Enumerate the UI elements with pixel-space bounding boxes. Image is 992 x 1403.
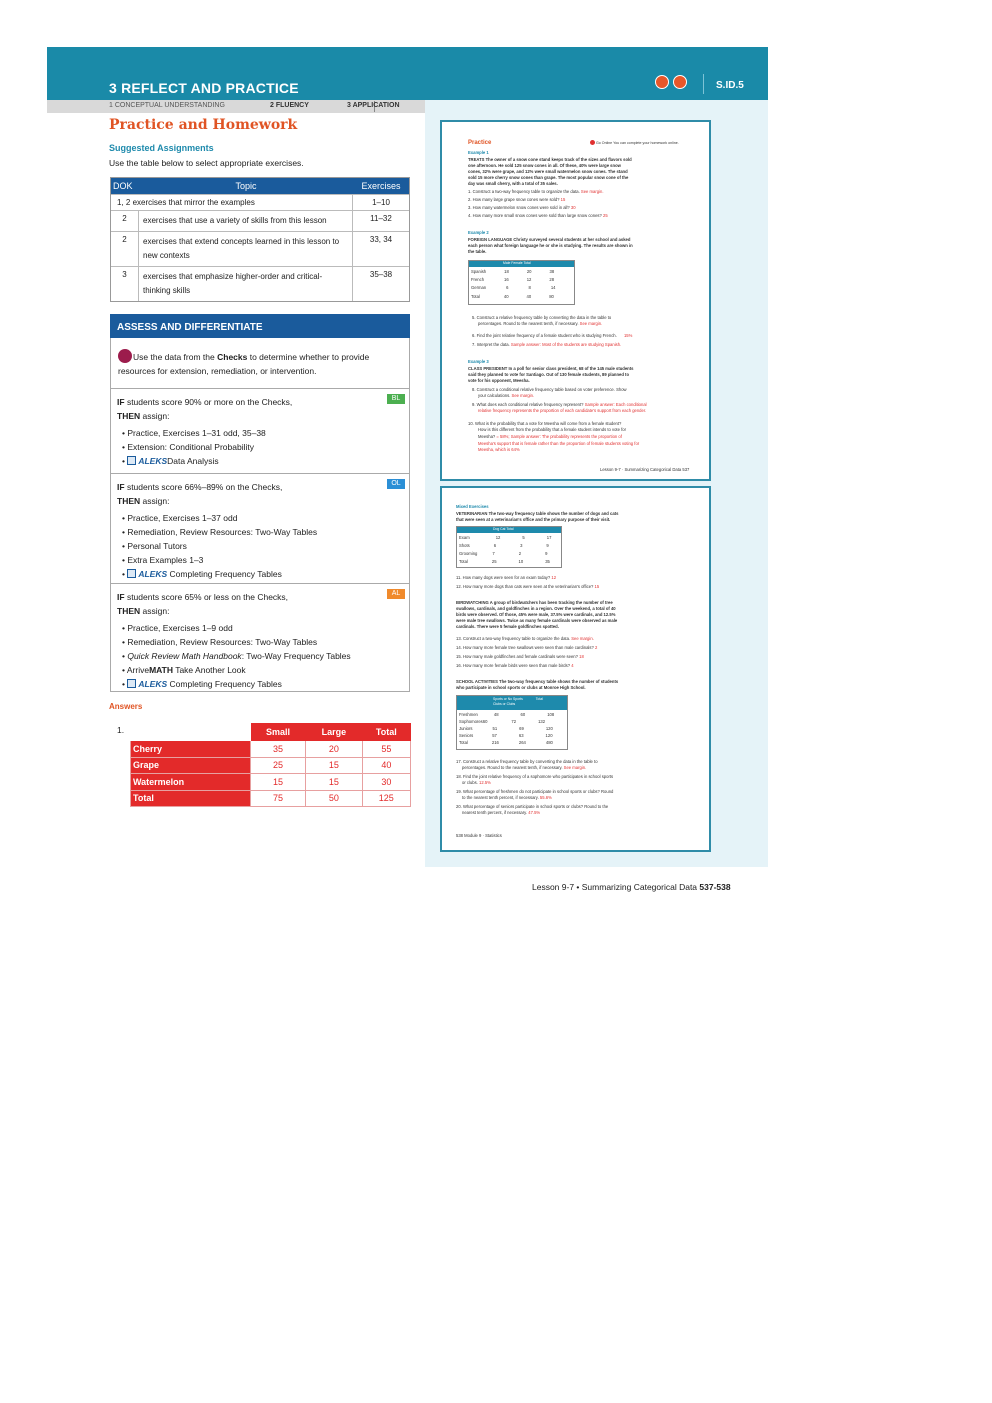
mini-row xyxy=(459,719,545,724)
mini-cell: 80 xyxy=(549,294,554,299)
table-cell: 15 xyxy=(306,774,362,791)
then-word: THEN xyxy=(117,606,141,616)
mini-cell: 57 xyxy=(492,733,497,738)
mini-cell: 6 xyxy=(493,543,497,548)
exercise-answer: 15% xyxy=(623,333,633,338)
aleks-icon xyxy=(127,569,136,578)
example-text: vote for his opponent, Meesha. xyxy=(468,378,530,383)
mini-head-cell: Sports or No Sports xyxy=(493,697,523,701)
exercise-text: 9. What does each conditional relative frequency represent? xyxy=(472,402,584,407)
exercise-answer: 18 xyxy=(579,654,584,659)
tier-list xyxy=(110,511,410,581)
example-text: SCHOOL ACTIVITIES The two-way frequency table shows the number of students xyxy=(456,679,619,684)
example-text: BIRDWATCHING A group of birdwatchers has been tracking the number of tree xyxy=(456,600,613,605)
mini-cell: 6 xyxy=(506,285,509,290)
tier-bl xyxy=(110,388,410,473)
table-row xyxy=(131,774,411,791)
table-row xyxy=(111,231,409,266)
exercise-text: How is this different from the probability that a female student intends to vote for xyxy=(478,427,626,432)
exercise xyxy=(462,810,540,815)
page-title: 3 REFLECT AND PRACTICE xyxy=(109,80,299,96)
exercise-text: 11. How many dogs were seen for an exam today? xyxy=(456,575,551,580)
mini-cell: 18 xyxy=(504,269,509,274)
standard-code: S.ID.5 xyxy=(716,80,744,91)
mini-cell: 20 xyxy=(526,269,532,274)
mini-head-cell: Clubs or Clubs xyxy=(493,702,516,706)
assess-intro xyxy=(118,349,403,378)
table-row xyxy=(131,790,411,807)
exercise-text: 2. How many large grape snow cones were sold? xyxy=(468,197,560,202)
mini-cell: 48 xyxy=(493,712,499,717)
mini-row xyxy=(459,733,553,738)
section-title: Practice and Homework xyxy=(109,117,298,133)
exercise xyxy=(462,780,491,785)
tier-condition xyxy=(110,389,410,423)
exercises-cell: 33, 34 xyxy=(369,235,393,244)
exercise-answer: 47.5% xyxy=(528,810,541,815)
table-cell: 25 xyxy=(250,757,305,774)
exercise-text: 17. Construct a relative frequency table by converting the data in the table to xyxy=(456,759,598,764)
exercise-answer: 15 xyxy=(594,584,600,589)
mini-cell: 72 xyxy=(511,719,517,724)
exercise-text: 18. Find the joint relative frequency of a sophomore who participates in school sports xyxy=(456,774,614,779)
exercise-text: 19. What percentage of freshmen do not participate in school sports or clubs? Round xyxy=(456,789,614,794)
mini-head-cell: Total xyxy=(535,697,543,701)
footer-title: • Summarizing Categorical Data xyxy=(574,882,700,892)
list-item xyxy=(122,663,410,677)
aleks-logo: ALEKS xyxy=(138,679,168,689)
table-cell: 50 xyxy=(306,790,362,807)
mini-cell: 8 xyxy=(528,285,531,290)
if-word: IF xyxy=(117,592,125,602)
mini-cell: 69 xyxy=(519,726,524,731)
exercise-text: 20. What percentage of seniors participate in school sports or clubs? Round to the xyxy=(456,804,609,809)
list-item: • Extension: Conditional Probability xyxy=(122,440,410,454)
col-total: Total xyxy=(362,724,410,741)
exercise-answer: Sample answer: Most of the students are studying Spanish. xyxy=(510,342,622,347)
mini-cell: Grooming xyxy=(459,551,478,556)
exercise xyxy=(472,342,621,347)
mini-cell: 40 xyxy=(526,294,532,299)
student-page-538 xyxy=(440,486,711,852)
exercise-text: 1. Construct a two-way frequency table to organize the data. xyxy=(468,189,580,194)
answer-number: 1. xyxy=(117,725,125,735)
example-text: birds were observed. Of those, 45% were male, 37.5% were cardinals, and 12.5% xyxy=(456,612,616,617)
example-text: CLASS PRESIDENT In a poll for senior class president, 68 of the 145 male students xyxy=(468,366,634,371)
list-item: • Remediation, Review Resources: Two-Way Tables xyxy=(122,525,410,539)
mini-cell: German xyxy=(471,285,487,290)
exercises-cell: 1–10 xyxy=(372,198,390,207)
footer-lesson: Lesson 9-7 xyxy=(532,882,575,892)
exercise xyxy=(456,575,556,580)
go-online-text: Go Online You can complete your homework online. xyxy=(596,141,679,145)
col-exercises: Exercises xyxy=(361,181,401,191)
list-item: • Personal Tutors xyxy=(122,539,410,553)
badge-ol: OL xyxy=(387,479,405,489)
aleks-label: Data Analysis xyxy=(167,456,219,466)
row-label: Total xyxy=(131,790,251,807)
assign-word: assign: xyxy=(142,606,170,616)
exercise-text: 8. Construct a conditional relative frequency table based on voter preference. Show xyxy=(472,387,627,392)
mini-cell: Total xyxy=(471,294,480,299)
tier-ol xyxy=(110,473,410,583)
mini-row xyxy=(459,535,551,540)
table-row xyxy=(111,194,409,210)
badge-bl: BL xyxy=(387,394,405,404)
list-item xyxy=(122,677,410,691)
table-row xyxy=(131,741,411,758)
exercise-text: 14. How many more female tree swallows were seen than male cardinals? xyxy=(456,645,594,650)
exercise-answer: See margin. xyxy=(571,636,594,641)
list-item: • Remediation, Review Resources: Two-Way Tables xyxy=(122,635,410,649)
if-text: students score 65% or less on the Checks, xyxy=(126,592,289,602)
mini-row xyxy=(471,277,554,282)
example-text: cones, 32% were grape, and 12% were small watermelon snow cones. The stand xyxy=(468,169,628,174)
mini-cell: Total xyxy=(459,559,468,564)
table-row xyxy=(111,210,409,231)
example-text: said they planned to vote for Santiago. Out of 130 female students, 89 planned to xyxy=(468,372,630,377)
mini-cell: 16 xyxy=(504,277,509,282)
table-cell: 55 xyxy=(362,741,410,758)
mini-table xyxy=(468,260,575,305)
exercise-text: 4. How many more small snow cones were sold than large snow cones? xyxy=(468,213,602,218)
lesson-phase-tabs xyxy=(47,100,425,113)
exercise xyxy=(462,765,586,770)
example-text: cardinals. There were 5 female goldfinches spotted. xyxy=(456,624,559,629)
example-label: Example 2 xyxy=(468,230,489,235)
mini-cell: 108 xyxy=(547,712,555,717)
exercise-text: 10. What is the probability that a vote for Meesha will come from a female student? xyxy=(468,421,622,426)
example-text: sold 15 more cherry snow cones than grape. The most popular snow cone of the xyxy=(468,175,629,180)
mini-cell: Seniors xyxy=(459,733,474,738)
exercise xyxy=(456,654,584,659)
arrive-pre: Arrive xyxy=(126,665,150,675)
aleks-logo: ALEKS xyxy=(138,569,168,579)
example-text: TREATS The owner of a snow cone stand keeps track of the sizes and flavors sold xyxy=(468,157,632,162)
mini-cell: 35 xyxy=(545,559,550,564)
mini-cell: Sophomores xyxy=(459,719,483,724)
example-label: Example 3 xyxy=(468,359,489,364)
tier-condition xyxy=(110,584,410,618)
dok-table xyxy=(110,177,410,302)
example-text: one afternoon. He sold 125 snow cones in all. Of these, 40% were large snow xyxy=(468,163,621,168)
example-text: swallows, cardinals, and goldfinches in a region. Over the weekend, a total of 40 xyxy=(456,606,616,611)
topic-cell: 1, 2 exercises that mirror the examples xyxy=(111,195,353,210)
exercise-answer: 55.6% xyxy=(539,795,552,800)
list-item xyxy=(122,649,410,663)
mini-cell: 63 xyxy=(518,733,524,738)
then-word: THEN xyxy=(117,496,141,506)
mini-cell: 60 xyxy=(520,712,526,717)
mini-table-header: Male Female Total xyxy=(469,261,574,267)
aleks-label: Completing Frequency Tables xyxy=(169,569,282,579)
assess-heading: ASSESS AND DIFFERENTIATE xyxy=(110,314,410,338)
col-dok: DOK xyxy=(113,181,133,191)
then-word: THEN xyxy=(117,411,141,421)
exercise-text: 12. How many more dogs than cats were seen at the veterinarian's office? xyxy=(456,584,594,589)
if-word: IF xyxy=(117,482,125,492)
exercises-cell: 11–32 xyxy=(370,214,392,223)
mini-cell: 132 xyxy=(538,719,546,724)
exercise-text: 5. Construct a relative frequency table by converting the data in the table to xyxy=(472,315,612,320)
exercise xyxy=(456,636,594,641)
exercise xyxy=(472,402,647,407)
exercise xyxy=(468,189,603,194)
tier-list xyxy=(110,426,410,468)
mini-table-header: Dog Cat Total xyxy=(457,527,561,533)
mini-cell: 40 xyxy=(503,294,509,299)
mini-cell: Spanish xyxy=(471,269,487,274)
mini-cell: 9 xyxy=(546,543,549,548)
exercise-answer: Meesha, which is 64% xyxy=(478,447,520,452)
table-cell: 75 xyxy=(250,790,305,807)
suggested-intro: Use the table below to select appropriate exercises. xyxy=(109,158,304,168)
dok-table-header xyxy=(111,178,409,194)
list-item xyxy=(122,567,410,581)
topic-cell: exercises that emphasize higher-order and critical-thinking skills xyxy=(139,267,353,301)
example-text: who participate in school sports or clubs at Monroe High School. xyxy=(456,685,586,690)
exercise xyxy=(468,197,565,202)
exercise-answer: 12 xyxy=(551,575,557,580)
table-cell: 15 xyxy=(250,774,305,791)
mini-cell: 2 xyxy=(518,551,522,556)
go-online-icon xyxy=(590,140,595,145)
mini-row xyxy=(459,726,553,731)
mini-row xyxy=(459,740,553,745)
exercise-text: 15. How many male goldfinches and female cardinals were seen? xyxy=(456,654,578,659)
exercise-text: 6. Find the joint relative frequency of a female student who is studying French. xyxy=(472,333,617,338)
mini-cell: 120 xyxy=(545,726,553,731)
footer-pages: 537-538 xyxy=(699,882,731,892)
mini-cell: 12 xyxy=(495,535,501,540)
mini-row xyxy=(459,712,554,717)
if-text: students score 90% or more on the Checks, xyxy=(126,397,293,407)
student-icon xyxy=(655,75,669,89)
suggested-heading: Suggested Assignments xyxy=(109,143,214,153)
exercise-answer: 15 xyxy=(560,197,566,202)
exercise xyxy=(472,333,632,338)
mini-cell: 5 xyxy=(522,535,525,540)
example-text: VETERINARIAN The two-way frequency table shows the number of dogs and cats xyxy=(456,511,619,516)
mini-cell: 10 xyxy=(518,559,524,564)
exercise xyxy=(468,213,608,218)
mini-row xyxy=(471,294,554,299)
col-topic: Topic xyxy=(235,181,257,191)
mini-cell: 12 xyxy=(526,277,532,282)
exercise-answer: 2 xyxy=(594,645,598,650)
mini-cell: French xyxy=(471,277,485,282)
mini-row xyxy=(471,269,554,274)
mini-cell: 28 xyxy=(549,277,555,282)
exercise-answer: See margin. xyxy=(579,321,603,326)
exercise xyxy=(468,205,576,210)
table-row xyxy=(131,757,411,774)
mini-table-header xyxy=(457,696,567,710)
tier-al xyxy=(110,583,410,692)
exercise xyxy=(456,645,597,650)
example-text: day was small cherry, with a total of 35 sales. xyxy=(468,181,558,186)
list-item: • Extra Examples 1–3 xyxy=(122,553,410,567)
exercise-text: 13. Construct a two-way frequency table to organize the data. xyxy=(456,636,571,641)
exercise xyxy=(456,663,574,668)
list-item: • Practice, Exercises 1–37 odd xyxy=(122,511,410,525)
checks-icon xyxy=(118,349,132,363)
exercise-text: your calculations. xyxy=(478,393,511,398)
tab-application: 3 APPLICATION xyxy=(347,102,400,109)
header-divider xyxy=(703,74,704,94)
exercise xyxy=(478,393,534,398)
arrive-rest: Take Another Look xyxy=(173,665,246,675)
mini-cell: Exam xyxy=(459,535,470,540)
list-item: • Practice, Exercises 1–31 odd, 35–38 xyxy=(122,426,410,440)
if-word: IF xyxy=(117,397,125,407)
table-cell: 35 xyxy=(250,741,305,758)
table-cell: 15 xyxy=(306,757,362,774)
arrive-bold: MATH xyxy=(149,665,173,675)
aleks-label: Completing Frequency Tables xyxy=(169,679,282,689)
tier-list xyxy=(110,621,410,691)
col-small: Small xyxy=(250,724,305,741)
intro-text-rest: to determine whether to provide resources for extension, remediation, or intervention. xyxy=(118,352,370,376)
mini-table xyxy=(456,695,568,750)
tab-conceptual: 1 CONCEPTUAL UNDERSTANDING xyxy=(109,102,225,109)
list-item xyxy=(122,454,410,468)
aleks-icon xyxy=(127,679,136,688)
exercise-answer: Sample answer: Each conditional xyxy=(584,402,647,407)
row-label: Grape xyxy=(131,757,251,774)
mini-row xyxy=(471,285,556,290)
exercise-answer: = 58%; Sample answer: The probability represents the proportion of xyxy=(496,434,622,439)
mini-row xyxy=(459,559,550,564)
mini-cell: 38 xyxy=(549,269,555,274)
exercises-cell: 35–38 xyxy=(369,270,393,279)
example-text: the table. xyxy=(468,249,487,254)
exercise-text: 3. How many watermelon snow cones were sold in all? xyxy=(468,205,570,210)
thumb-footer: Lesson 9-7 · Summarizing Categorical Data 537 xyxy=(600,467,690,472)
topic-cell: exercises that use a variety of skills from this lesson xyxy=(139,211,353,231)
mixed-heading: Mixed Exercises xyxy=(456,504,489,509)
assign-word: assign: xyxy=(142,411,170,421)
exercise-text: percentages. Round to the nearest tenth, if necessary. xyxy=(462,765,563,770)
exercise-answer: See margin. xyxy=(563,765,587,770)
handbook-rest: : Two-Way Frequency Tables xyxy=(241,651,351,661)
go-online-note xyxy=(590,140,679,145)
exercise-text: 7. Interpret the data. xyxy=(472,342,510,347)
exercise-text: Meesha? xyxy=(478,434,496,439)
mini-cell: 51 xyxy=(492,726,498,731)
mini-cell: Freshmen xyxy=(459,712,478,717)
exercise xyxy=(456,584,599,589)
example-text: were male tree swallows. Twice as many female cardinals were observed as male xyxy=(456,618,618,623)
aleks-logo: ALEKS xyxy=(138,456,168,466)
tab-fluency: 2 FLUENCY xyxy=(270,102,309,109)
table-row xyxy=(111,266,409,301)
exercise-text: 16. How many more female birds were seen than male birds? xyxy=(456,663,571,668)
page-footer xyxy=(532,882,731,892)
mini-cell: 17 xyxy=(546,535,552,540)
example-text: that were seen at a veterinarian's office and the primary purpose of their visit. xyxy=(456,517,611,522)
mini-cell: 9 xyxy=(545,551,548,556)
mini-cell: 216 xyxy=(491,740,499,745)
row-label: Watermelon xyxy=(131,774,251,791)
list-item: • Practice, Exercises 1–9 odd xyxy=(122,621,410,635)
mini-table xyxy=(456,526,562,568)
mini-cell: 7 xyxy=(492,551,495,556)
thumb-footer: 538 Module 9 · Statistics xyxy=(456,833,502,838)
handbook-title: Quick Review Math Handbook xyxy=(127,651,242,661)
exercise-answer: 25 xyxy=(603,213,608,218)
mini-cell: 60 xyxy=(482,719,488,724)
table-cell: 30 xyxy=(362,774,410,791)
mini-row xyxy=(459,551,547,556)
exercise-answer: 30 xyxy=(570,205,576,210)
exercise-text: or clubs. xyxy=(462,780,478,785)
exercise xyxy=(462,795,552,800)
tier-condition xyxy=(110,474,410,508)
aleks-icon xyxy=(127,456,136,465)
intro-text: Use the data from the xyxy=(133,352,218,362)
mini-cell: Shots xyxy=(459,543,470,548)
mini-row xyxy=(459,543,549,548)
mini-cell: 480 xyxy=(545,740,553,745)
example-label: Example 1 xyxy=(468,150,489,155)
assign-word: assign: xyxy=(142,496,170,506)
table-cell: 20 xyxy=(306,741,362,758)
exercise xyxy=(478,434,622,439)
col-large: Large xyxy=(306,724,362,741)
exercise-answer: Meesha's support that is female rather than the proportion of female students voting for xyxy=(478,441,640,446)
collaboration-icons xyxy=(655,75,687,89)
exercise-answer: 12.5% xyxy=(479,780,491,785)
exercise-answer: See margin. xyxy=(511,393,535,398)
mini-cell: Juniors xyxy=(459,726,473,731)
mini-cell: 264 xyxy=(518,740,526,745)
topic-cell: exercises that extend concepts learned in this lesson to new contexts xyxy=(139,232,353,266)
answers-heading: Answers xyxy=(109,702,143,711)
student-page-537 xyxy=(440,120,711,481)
example-text: FOREIGN LANGUAGE Christy surveyed several students at her school and asked xyxy=(468,237,631,242)
mini-cell: 3 xyxy=(520,543,523,548)
table-cell: 125 xyxy=(362,790,410,807)
exercise-answer: relative frequency represents the proportion of each candidate's support from each gender. xyxy=(478,408,647,413)
dok-cell: 2 xyxy=(111,232,139,266)
exercise-text: percentages. Round to the nearest tenth, if necessary. xyxy=(478,321,579,326)
exercise-answer: See margin. xyxy=(580,189,604,194)
mini-cell: 25 xyxy=(491,559,497,564)
exercise-answer: 4 xyxy=(571,663,574,668)
row-label: Cherry xyxy=(131,741,251,758)
if-text: students score 66%–89% on the Checks, xyxy=(126,482,283,492)
exercise-text: nearest tenth percent, if necessary. xyxy=(462,810,528,815)
exercise-text: to the nearest tenth percent, if necessary. xyxy=(462,795,539,800)
intro-bold: Checks xyxy=(217,352,248,362)
exercise xyxy=(478,321,602,326)
mini-cell: Total xyxy=(459,740,468,745)
mini-cell: 14 xyxy=(550,285,556,290)
badge-al: AL xyxy=(387,589,405,599)
answer-corner xyxy=(131,724,251,741)
thumb-practice-title: Practice xyxy=(468,140,492,146)
mini-cell: 120 xyxy=(545,733,553,738)
group-icon xyxy=(673,75,687,89)
answer-table xyxy=(130,723,411,807)
example-text: each person what foreign language he or she is studying. The results are shown in xyxy=(468,243,633,248)
dok-cell: 3 xyxy=(111,267,139,301)
table-cell: 40 xyxy=(362,757,410,774)
dok-cell: 2 xyxy=(111,211,139,231)
answer-header-row xyxy=(131,724,411,741)
